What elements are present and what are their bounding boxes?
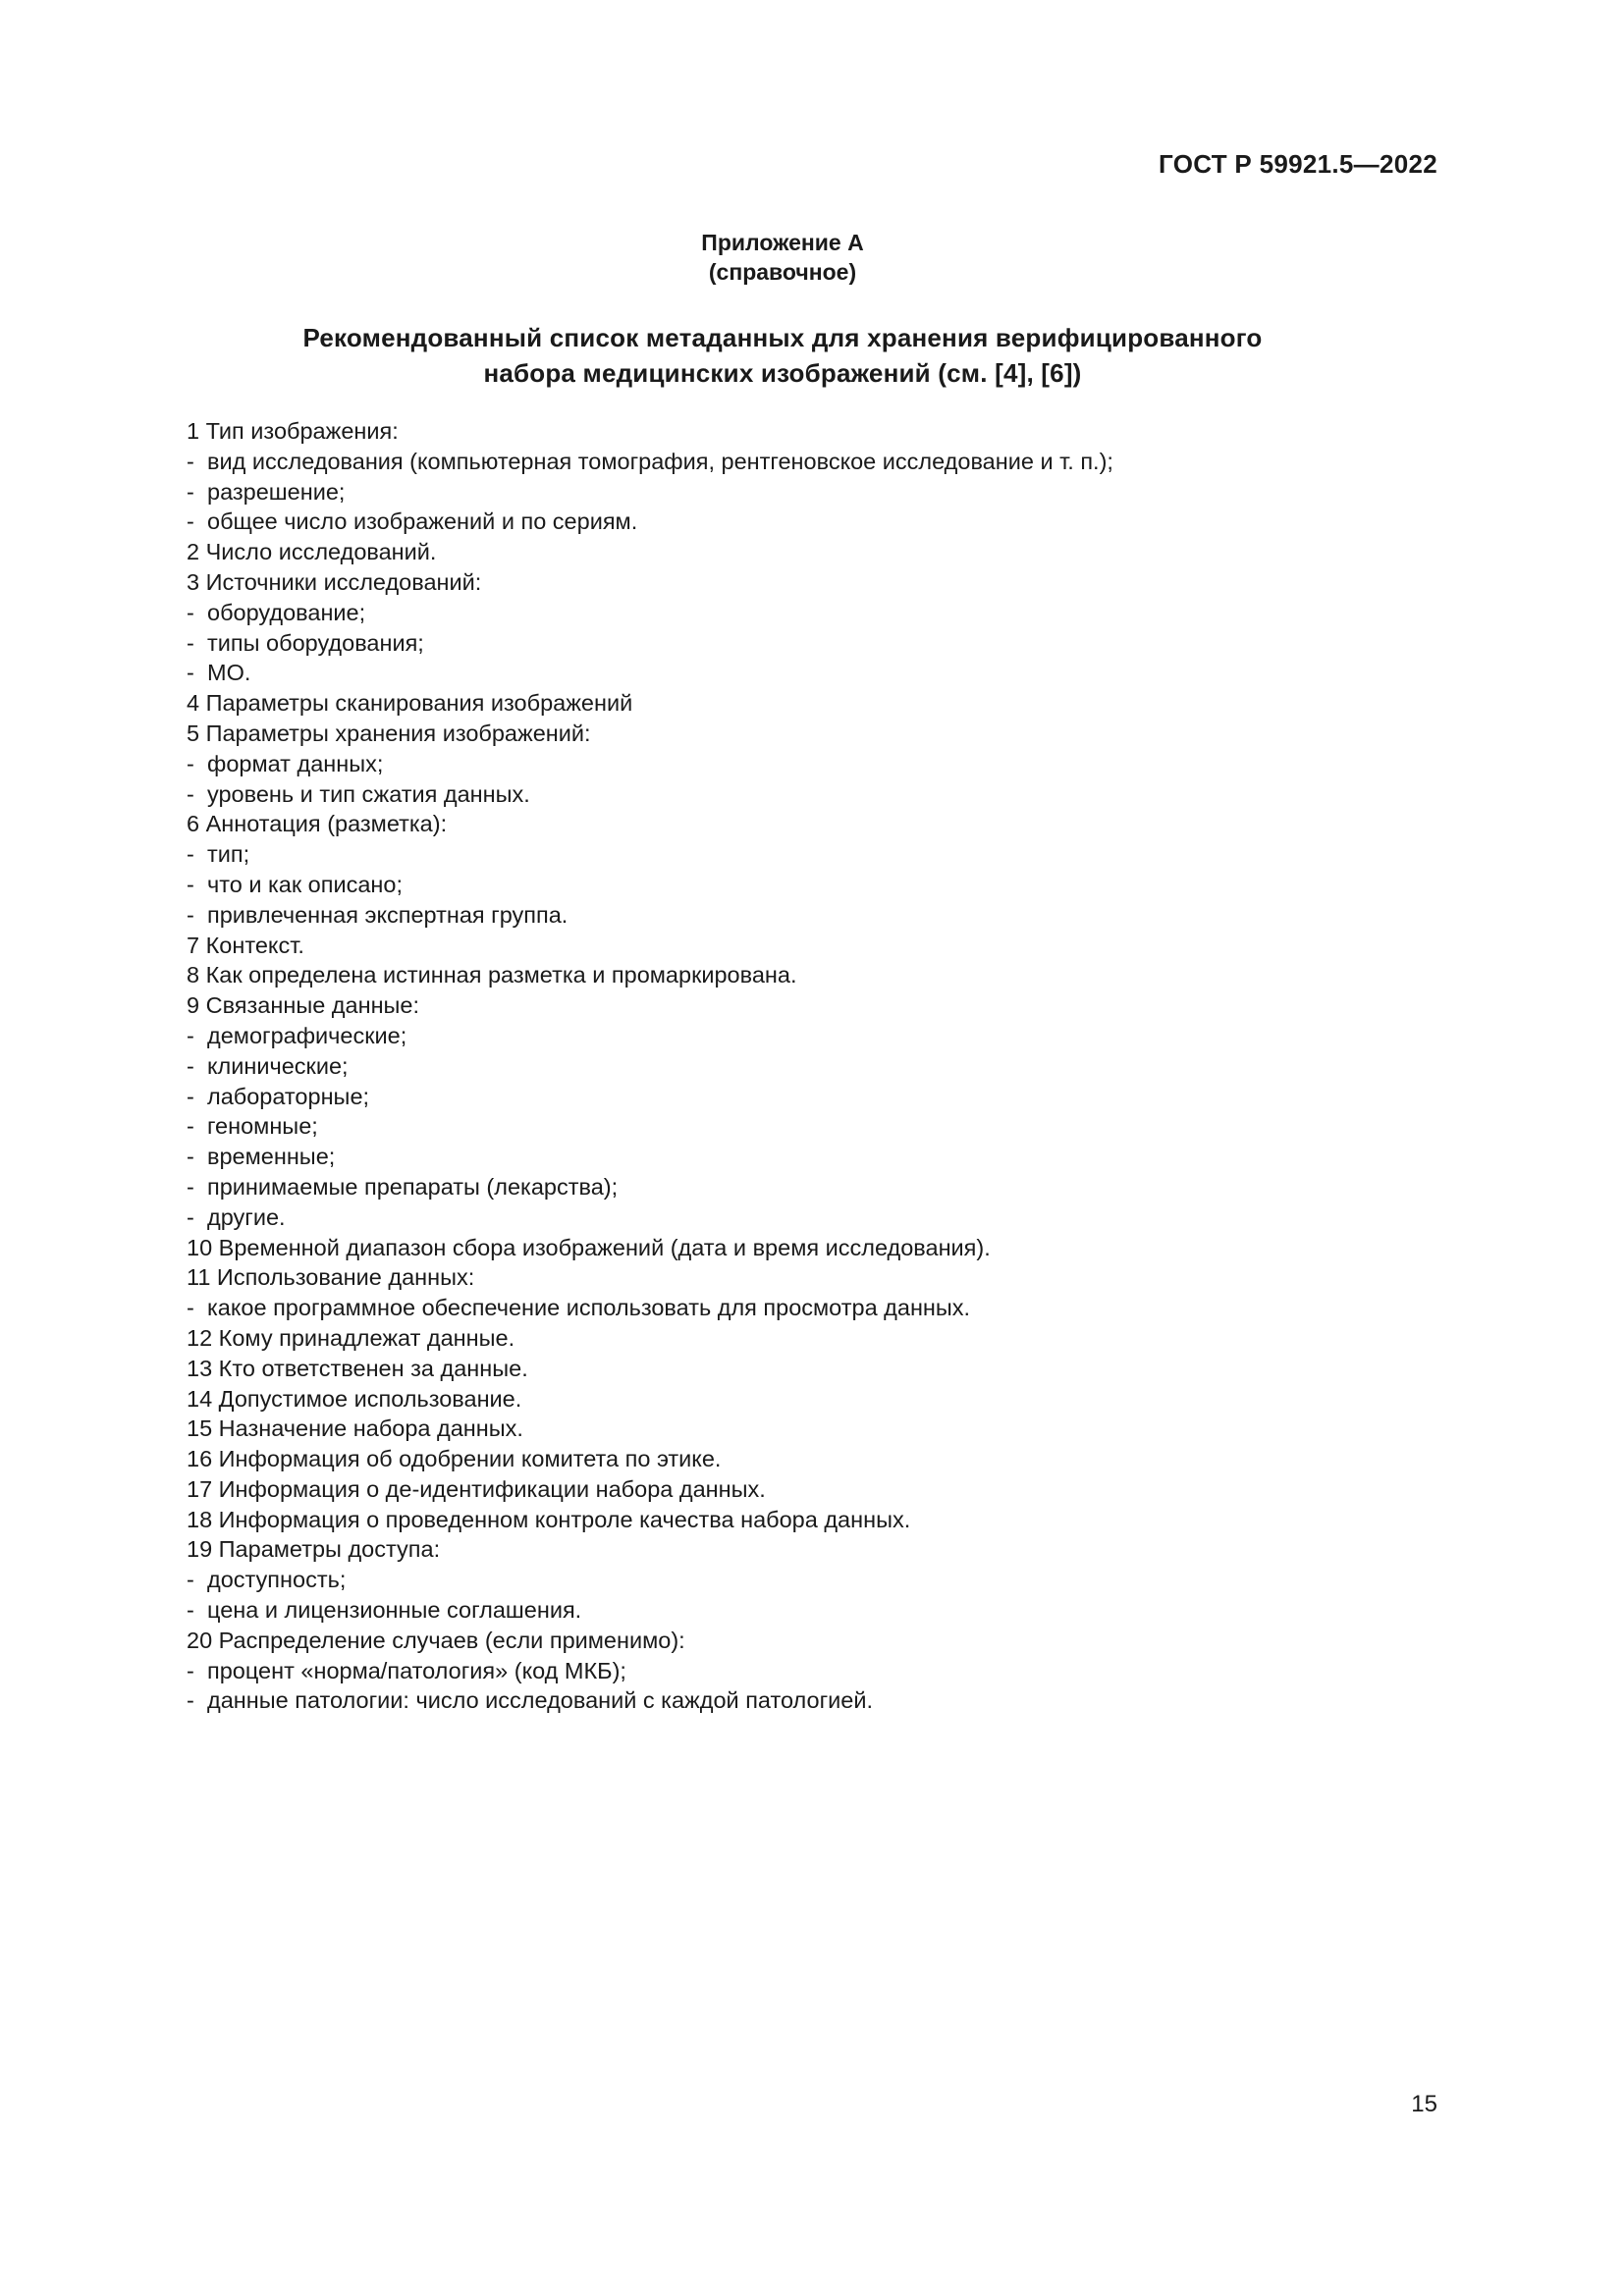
dash-marker: -	[187, 1083, 194, 1109]
title-line-1: Рекомендованный список метаданных для хранения верифицированного	[302, 323, 1263, 352]
dash-marker: -	[187, 1657, 194, 1683]
dash-marker: -	[187, 1052, 194, 1079]
list-item	[187, 688, 1443, 719]
list-item	[187, 416, 1443, 447]
appendix-label: Приложение А	[701, 230, 864, 255]
list-subitem	[187, 749, 1443, 779]
list-subitem	[187, 447, 1443, 477]
list-item-text: цена и лицензионные соглашения.	[207, 1597, 582, 1624]
list-item-text: 6 Аннотация (разметка):	[187, 811, 448, 837]
list-item-text: оборудование;	[207, 599, 366, 625]
list-item-text: 16 Информация об одобрении комитета по этике.	[187, 1446, 722, 1472]
dash-marker: -	[187, 871, 194, 897]
dash-marker: -	[187, 1687, 194, 1714]
list-item-text: временные;	[207, 1144, 336, 1170]
list-item-text: МО.	[207, 660, 251, 686]
list-item	[187, 1444, 1443, 1474]
list-item-text: 18 Информация о проведенном контроле качества набора данных.	[187, 1506, 911, 1532]
list-item	[187, 1262, 1443, 1293]
list-item	[187, 567, 1443, 598]
list-item-text: процент «норма/патология» (код МКБ);	[207, 1657, 626, 1683]
list-item-text: лабораторные;	[207, 1083, 370, 1109]
list-item-text: 1 Тип изображения:	[187, 418, 399, 444]
list-item-text: клинические;	[207, 1052, 349, 1079]
list-subitem	[187, 1565, 1443, 1595]
list-item	[187, 1323, 1443, 1354]
dash-marker: -	[187, 629, 194, 656]
appendix-heading	[0, 228, 1565, 287]
dash-marker: -	[187, 599, 194, 625]
dash-marker: -	[187, 780, 194, 807]
dash-marker: -	[187, 1597, 194, 1624]
page-title	[0, 320, 1565, 391]
list-item-text: 10 Временной диапазон сбора изображений (дата и время исследования).	[187, 1234, 991, 1260]
list-item	[187, 1384, 1443, 1415]
list-subitem	[187, 1685, 1443, 1716]
list-subitem	[187, 1021, 1443, 1051]
list-item-text: тип;	[207, 841, 250, 868]
list-item-text: 9 Связанные данные:	[187, 992, 420, 1019]
list-item-text: 20 Распределение случаев (если применимо):	[187, 1627, 685, 1653]
list-subitem	[187, 779, 1443, 810]
list-subitem	[187, 1202, 1443, 1233]
list-item-text: 11 Использование данных:	[187, 1264, 475, 1291]
list-item-text: принимаемые препараты (лекарства);	[207, 1173, 619, 1200]
list-subitem	[187, 1142, 1443, 1172]
list-item	[187, 960, 1443, 990]
list-item-text: демографические;	[207, 1022, 407, 1048]
list-item-text: 7 Контекст.	[187, 932, 304, 958]
list-item	[187, 1474, 1443, 1505]
list-item-text: вид исследования (компьютерная томография, рентгеновское исследование и т. п.);	[207, 448, 1113, 474]
list-item-text: привлеченная экспертная группа.	[207, 901, 568, 928]
page-number: 15	[1411, 2091, 1437, 2117]
list-item-text: 15 Назначение набора данных.	[187, 1415, 523, 1442]
list-subitem	[187, 1082, 1443, 1112]
list-subitem	[187, 900, 1443, 931]
list-item-text: 2 Число исследований.	[187, 539, 437, 565]
list-subitem	[187, 839, 1443, 870]
list-item	[187, 1505, 1443, 1535]
dash-marker: -	[187, 508, 194, 535]
dash-marker: -	[187, 841, 194, 868]
list-item-text: формат данных;	[207, 750, 384, 776]
list-item	[187, 1626, 1443, 1656]
title-line-2: набора медицинских изображений (см. [4], [6])	[483, 358, 1082, 388]
list-subitem	[187, 1595, 1443, 1626]
list-item-text: 8 Как определена истинная разметка и промаркирована.	[187, 962, 797, 988]
list-subitem	[187, 870, 1443, 900]
list-item-text: типы оборудования;	[207, 629, 424, 656]
dash-marker: -	[187, 1567, 194, 1593]
document-code: ГОСТ Р 59921.5—2022	[1159, 149, 1437, 179]
list-subitem	[187, 507, 1443, 537]
list-subitem	[187, 628, 1443, 659]
appendix-kind: (справочное)	[708, 259, 857, 285]
list-item	[187, 1233, 1443, 1263]
list-item-text: доступность;	[207, 1567, 347, 1593]
list-item-text: 3 Источники исследований:	[187, 568, 482, 595]
list-item-text: какое программное обеспечение использовать для просмотра данных.	[207, 1295, 971, 1321]
dash-marker: -	[187, 750, 194, 776]
list-item-text: 19 Параметры доступа:	[187, 1536, 441, 1563]
list-item-text: данные патологии: число исследований с каждой патологией.	[207, 1687, 874, 1714]
list-item-text: 13 Кто ответственен за данные.	[187, 1355, 528, 1381]
dash-marker: -	[187, 1295, 194, 1321]
list-item-text: 17 Информация о де-идентификации набора данных.	[187, 1475, 766, 1502]
list-item-text: что и как описано;	[207, 871, 403, 897]
list-subitem	[187, 1656, 1443, 1686]
list-item-text: геномные;	[207, 1113, 318, 1140]
list-subitem	[187, 598, 1443, 628]
dash-marker: -	[187, 1144, 194, 1170]
list-subitem	[187, 1172, 1443, 1202]
list-subitem	[187, 1111, 1443, 1142]
list-item	[187, 719, 1443, 749]
list-item	[187, 1354, 1443, 1384]
dash-marker: -	[187, 448, 194, 474]
list-subitem	[187, 1293, 1443, 1323]
dash-marker: -	[187, 1203, 194, 1230]
list-item-text: общее число изображений и по сериям.	[207, 508, 638, 535]
list-item	[187, 990, 1443, 1021]
list-item	[187, 809, 1443, 839]
list-item	[187, 1534, 1443, 1565]
dash-marker: -	[187, 1173, 194, 1200]
dash-marker: -	[187, 660, 194, 686]
dash-marker: -	[187, 1113, 194, 1140]
metadata-list	[187, 416, 1443, 1716]
list-subitem	[187, 658, 1443, 688]
list-item-text: 12 Кому принадлежат данные.	[187, 1324, 515, 1351]
list-item-text: 4 Параметры сканирования изображений	[187, 690, 633, 717]
list-item	[187, 931, 1443, 961]
list-item-text: 14 Допустимое использование.	[187, 1385, 522, 1412]
dash-marker: -	[187, 478, 194, 505]
list-item	[187, 1414, 1443, 1444]
dash-marker: -	[187, 1022, 194, 1048]
list-subitem	[187, 1051, 1443, 1082]
list-item-text: разрешение;	[207, 478, 346, 505]
list-subitem	[187, 477, 1443, 507]
list-item-text: другие.	[207, 1203, 286, 1230]
list-item-text: 5 Параметры хранения изображений:	[187, 720, 591, 746]
dash-marker: -	[187, 901, 194, 928]
list-item-text: уровень и тип сжатия данных.	[207, 780, 530, 807]
list-item	[187, 537, 1443, 567]
